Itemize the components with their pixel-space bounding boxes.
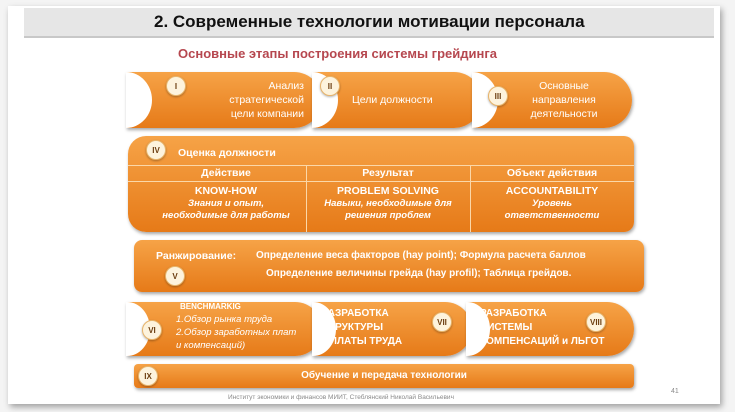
slide-title: 2. Современные технологии мотивации персонала [154,12,585,31]
stage-4-header: Оценка должности [178,147,276,159]
stage-2-text: Цели должности [352,94,433,106]
stage-3-line-3: деятельности [530,108,598,120]
stage-2-number: II [320,76,340,96]
stage-5-line-1: Определение веса факторов (hay point); Формула расчета баллов [256,250,586,261]
stage-4-col-3-desc-2: ответственности [504,210,600,221]
stage-6-item-2: 2.Обзор заработных плат [176,327,297,338]
stage-4-col-1-desc-1: Знания и опыт, [187,198,265,209]
stage-8-line-2: СИСТЕМЫ [480,322,533,333]
title-bar [24,8,714,38]
stage-4-col-1-name: KNOW-HOW [194,185,258,197]
stage-8-block [466,302,634,356]
slide [8,6,720,404]
stage-3-number: III [488,86,508,106]
stage-6-header: BENCHMARKIG [180,302,241,311]
stage-9-number: IX [138,366,158,386]
stage-4-col-2-name: PROBLEM SOLVING [337,185,439,197]
stage-7-line-1: РАЗРАБОТКА [322,308,389,319]
slide-subtitle: Основные этапы построения системы грейдинга [178,46,497,61]
stage-4-col-3-head: Объект действия [506,167,598,179]
stage-4-col-2-head: Результат [362,167,414,179]
stage-6-item-1: 1.Обзор рынка труда [176,314,273,325]
stage-8-line-1: РАЗРАБОТКА [480,308,547,319]
stage-9-block [134,364,634,388]
stage-1-line-1: Анализ [268,80,304,92]
stage-5-number: V [165,266,185,286]
stage-3-line-1: Основные [539,80,589,92]
page-number: 41 [671,388,679,395]
stage-4-col-2-desc-1: Навыки, необходимые для [324,198,452,209]
stage-6-number: VI [142,320,162,340]
stage-5-block [134,240,644,292]
stage-1-number: I [166,76,186,96]
stage-4-number: IV [146,140,166,160]
stage-4-col-1-desc-2: необходимые для работы [162,210,290,221]
stage-5-line-2: Определение величины грейда (hay profil); Таблица грейдов. [266,268,572,279]
footer-text: Институт экономики и финансов МИИТ, Стеблянский Николай Васильевич [228,394,454,401]
stage-5-label: Ранжирование: [156,250,237,262]
stage-7-number: VII [432,312,452,332]
stage-1-line-2: стратегической [229,94,304,106]
stage-9-text: Обучение и передача технологии [301,370,467,381]
stage-4-col-2-desc-2: решения проблем [345,210,431,221]
stage-8-line-3: КОМПЕНСАЦИЙ и ЛЬГОТ [480,336,605,347]
stage-7-line-3: ОПЛАТЫ ТРУДА [322,336,403,347]
stage-4-col-3-name: ACCOUNTABILITY [505,185,599,197]
stage-8-number: VIII [586,312,606,332]
stage-7-line-2: СТРУКТУРЫ [322,322,383,333]
stage-4-block [128,136,634,232]
stage-1-block [126,72,322,128]
stage-3-line-2: направления [532,94,596,106]
stage-4-col-1-head: Действие [201,167,251,179]
stage-1-line-3: цели компании [230,108,304,120]
stage-6-item-3: и компенсаций) [176,340,246,351]
stage-4-col-3-desc-1: Уровень [532,198,572,209]
